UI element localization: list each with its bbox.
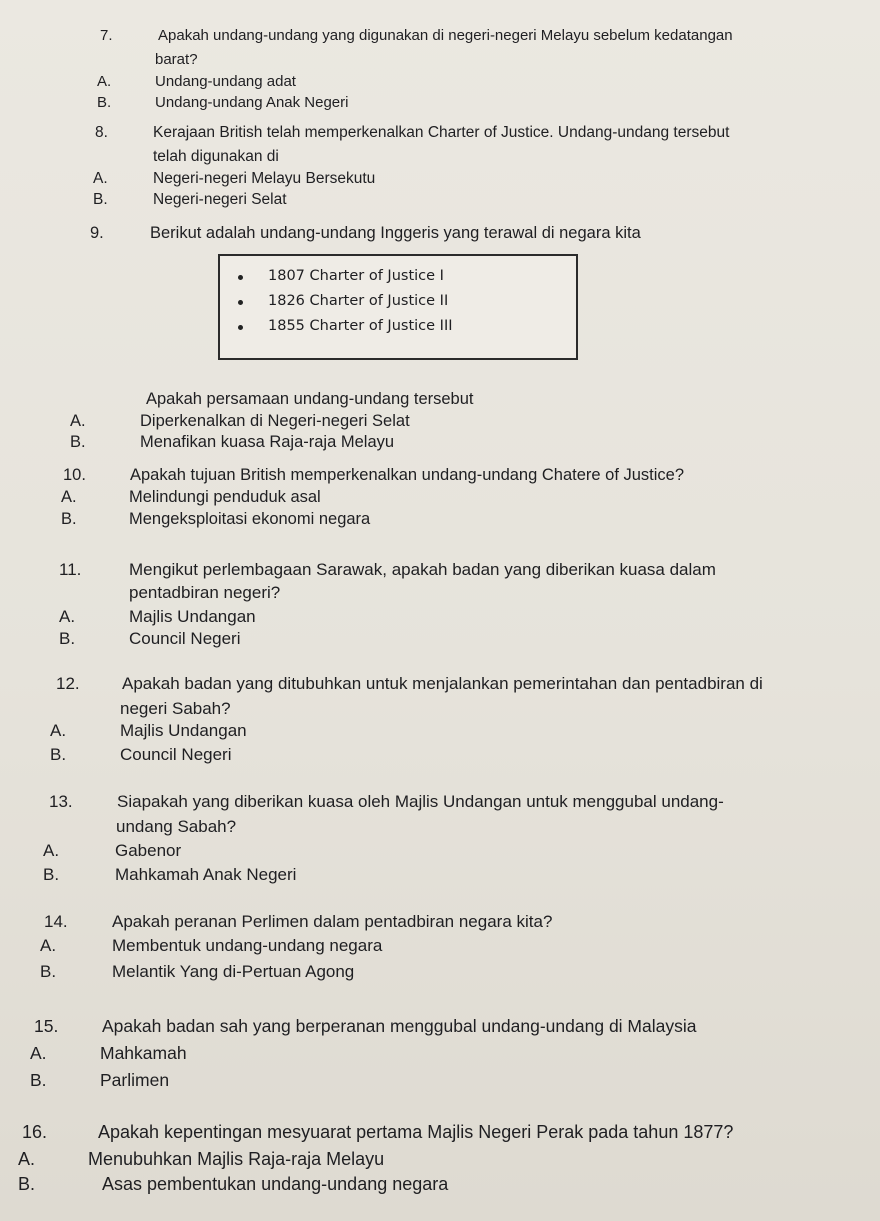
option-text: Menubuhkan Majlis Raja-raja Melayu — [88, 1149, 385, 1169]
question-number: 13. — [49, 792, 73, 811]
question-number: 8. — [95, 124, 108, 141]
option-letter: A. — [97, 73, 112, 90]
option-letter: B. — [43, 865, 60, 884]
question-number: 9. — [90, 224, 104, 242]
question-stem-line-1: Berikut adalah undang-undang Inggeris yang terawal di negara kita — [150, 224, 641, 242]
option-letter: A. — [18, 1149, 36, 1169]
question-number: 11. — [59, 560, 82, 579]
question-stem-line-1: Apakah badan sah yang berperanan menggubal undang-undang di Malaysia — [102, 1016, 697, 1036]
option-text: Melindungi penduduk asal — [129, 488, 321, 506]
question-stem-line-1: Siapakah yang diberikan kuasa oleh Majlis Undangan untuk menggubal undang- — [117, 792, 724, 811]
question-15 — [30, 1015, 864, 1090]
charter-list-item-text: 1855 Charter of Justice III — [268, 318, 453, 334]
option-letter: B. — [30, 1070, 47, 1090]
question-13 — [43, 791, 859, 887]
bullet-icon — [238, 300, 243, 305]
question-number: 14. — [44, 912, 68, 931]
option-text: Menafikan kuasa Raja-raja Melayu — [140, 433, 395, 451]
question-7 — [97, 25, 860, 115]
question-stem-line-2: telah digunakan di — [153, 148, 279, 165]
option-letter: A. — [40, 936, 57, 955]
option-text: Membentuk undang-undang negara — [112, 936, 383, 955]
option-letter: A. — [70, 412, 86, 430]
question-number: 10. — [63, 466, 86, 484]
option-letter: B. — [97, 94, 112, 111]
bullet-icon — [238, 275, 243, 280]
question-follow-up-text: Apakah persamaan undang-undang tersebut — [146, 390, 474, 408]
question-10 — [63, 464, 853, 536]
option-letter: B. — [70, 433, 86, 451]
question-stem-line-1: Apakah kepentingan mesyuarat pertama Majlis Negeri Perak pada tahun 1877? — [98, 1122, 734, 1142]
question-stem-line-2: barat? — [155, 51, 198, 68]
question-stem-line-1: Apakah badan yang ditubuhkan untuk menjalankan pemerintahan dan pentadbiran di — [122, 674, 763, 693]
option-text: Majlis Undangan — [120, 721, 247, 740]
option-text: Undang-undang adat — [155, 73, 296, 90]
option-letter: B. — [61, 510, 77, 528]
option-text: Negeri-negeri Selat — [153, 191, 287, 208]
option-letter: B. — [59, 629, 76, 648]
charter-list-item — [268, 318, 453, 334]
question-11 — [59, 559, 859, 655]
question-12 — [50, 673, 876, 769]
option-text: Parlimen — [100, 1070, 170, 1090]
question-stem-line-1: Kerajaan British telah memperkenalkan Charter of Justice. Undang-undang tersebut — [153, 124, 730, 141]
option-letter: B. — [40, 962, 57, 981]
option-letter: B. — [50, 745, 67, 764]
question-number: 7. — [100, 27, 113, 44]
question-stem-line-2: negeri Sabah? — [120, 699, 231, 718]
question-number: 12. — [56, 674, 80, 693]
charter-list-item-text: 1826 Charter of Justice II — [268, 293, 449, 309]
option-text: Diperkenalkan di Negeri-negeri Selat — [140, 412, 410, 430]
option-letter: A. — [59, 607, 76, 626]
question-stem-line-1: Apakah tujuan British memperkenalkan undang-undang Chatere of Justice? — [130, 466, 685, 484]
question-8 — [95, 122, 865, 212]
option-text: Melantik Yang di-Pertuan Agong — [112, 962, 355, 981]
question-9-follow-up — [70, 388, 850, 458]
option-text: Majlis Undangan — [129, 607, 256, 626]
option-text: Mengeksploitasi ekonomi negara — [129, 510, 371, 528]
question-stem-line-2: pentadbiran negeri? — [129, 583, 281, 602]
option-text: Undang-undang Anak Negeri — [155, 94, 349, 111]
question-stem-line-1: Mengikut perlembagaan Sarawak, apakah badan yang diberikan kuasa dalam — [129, 560, 716, 579]
charter-list-item-text: 1807 Charter of Justice I — [268, 268, 444, 284]
option-letter: B. — [93, 191, 108, 208]
question-stem-line-1: Apakah undang-undang yang digunakan di negeri-negeri Melayu sebelum kedatangan — [158, 27, 733, 44]
option-text: Council Negeri — [120, 745, 232, 764]
option-letter: A. — [43, 841, 60, 860]
charter-list-item — [268, 293, 448, 309]
option-text: Negeri-negeri Melayu Bersekutu — [153, 170, 376, 187]
question-number: 15. — [34, 1016, 59, 1036]
option-text: Council Negeri — [129, 629, 241, 648]
option-letter: A. — [50, 721, 67, 740]
question-16 — [18, 1121, 872, 1201]
question-14 — [40, 911, 854, 983]
option-text: Mahkamah — [100, 1043, 187, 1063]
option-text: Mahkamah Anak Negeri — [115, 865, 297, 884]
question-number: 16. — [22, 1122, 48, 1142]
question-stem-line-1: Apakah peranan Perlimen dalam pentadbiran negara kita? — [112, 912, 553, 931]
option-letter: B. — [18, 1174, 36, 1194]
option-letter: A. — [61, 488, 77, 506]
option-letter: A. — [30, 1043, 47, 1063]
option-letter: A. — [93, 170, 108, 187]
charter-list-box — [218, 254, 578, 360]
bullet-icon — [238, 325, 243, 330]
option-text: Asas pembentukan undang-undang negara — [102, 1174, 449, 1194]
option-text: Gabenor — [115, 841, 182, 860]
question-stem-line-2: undang Sabah? — [116, 817, 237, 836]
charter-list-item — [268, 268, 444, 284]
question-9 — [90, 222, 860, 246]
